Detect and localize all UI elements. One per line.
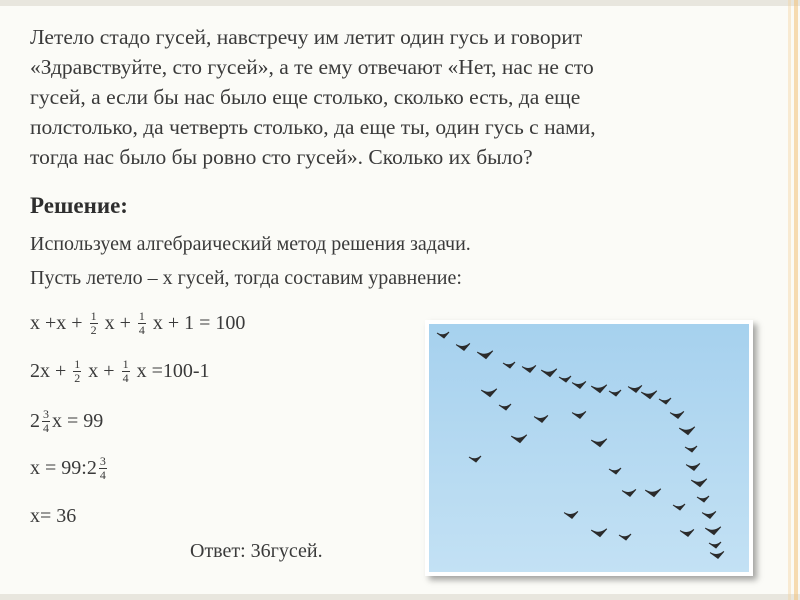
equation-5: х= 36	[30, 505, 77, 527]
eq3-rest: х = 99	[52, 410, 104, 432]
eq3-frac-num: 3	[43, 407, 49, 421]
problem-line: Летело стадо гусей, навстречу им летит один гусь и говорит	[30, 25, 583, 49]
eq2-fraction-quarter	[122, 358, 130, 385]
eq2-part-b: х +	[88, 360, 115, 382]
answer-text: Ответ: 36гусей.	[190, 540, 323, 562]
eq1-frac2-den: 4	[138, 323, 145, 337]
eq1-fraction-half	[90, 310, 98, 337]
problem-line: тогда нас было бы ровно сто гусей». Сколько их было?	[30, 145, 533, 169]
eq2-frac1-den: 2	[74, 371, 81, 385]
let-line: Пусть летело – х гусей, тогда составим уравнение:	[30, 267, 462, 289]
solution-heading: Решение:	[30, 193, 128, 218]
equation-1	[30, 310, 245, 337]
eq2-fraction-half	[73, 358, 81, 385]
bottom-stripe	[0, 594, 800, 600]
eq2-part-c: х =100-1	[136, 360, 210, 382]
eq2-frac2-den: 4	[122, 371, 129, 385]
eq4-frac-den: 4	[99, 468, 106, 482]
eq4-fraction	[99, 455, 107, 482]
eq2-frac1-num: 1	[74, 357, 81, 371]
problem-line: гусей, а если бы нас было еще столько, сколько есть, да еще	[30, 85, 581, 109]
eq1-frac1-num: 1	[90, 309, 97, 323]
top-stripe	[0, 0, 800, 6]
eq2-part-a: 2х +	[30, 360, 67, 382]
eq4-frac-num: 3	[99, 454, 106, 468]
eq3-whole: 2	[30, 410, 40, 432]
problem-text	[30, 22, 775, 172]
geese-photo	[425, 320, 753, 576]
eq1-part-b: х +	[104, 312, 131, 334]
method-line: Используем алгебраический метод решения задачи.	[30, 233, 471, 255]
right-decoration	[784, 0, 800, 600]
equation-2	[30, 358, 210, 385]
eq1-fraction-quarter	[138, 310, 146, 337]
eq1-part-c: х + 1 = 100	[152, 312, 246, 334]
equation-3	[30, 408, 103, 435]
geese-flock-image	[429, 324, 749, 572]
eq3-fraction	[42, 408, 50, 435]
eq4-part-a: х = 99:2	[30, 457, 97, 479]
eq3-frac-den: 4	[43, 421, 49, 435]
eq1-part-a: х +х +	[30, 312, 83, 334]
eq1-frac2-num: 1	[138, 309, 145, 323]
equation-4	[30, 455, 109, 482]
eq1-frac1-den: 2	[90, 323, 97, 337]
problem-line: «Здравствуйте, сто гусей», а те ему отвечают «Нет, нас не сто	[30, 55, 594, 79]
problem-line: полстолько, да четверть столько, да еще ты, один гусь с нами,	[30, 115, 596, 139]
eq2-frac2-num: 1	[122, 357, 129, 371]
